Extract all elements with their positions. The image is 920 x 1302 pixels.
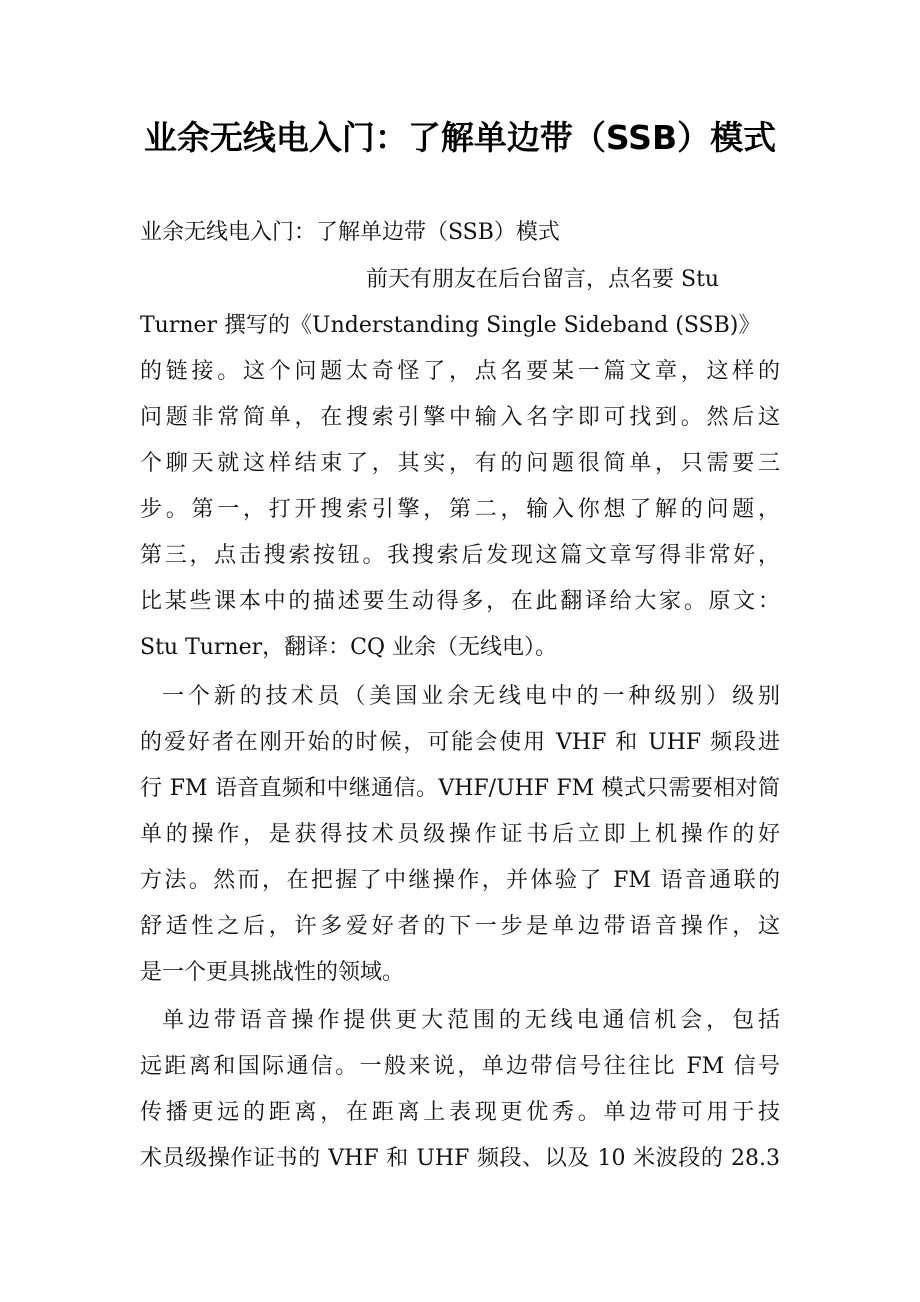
paragraph-line: 一个新的技术员（美国业余无线电中的一种级别）级别 [162,684,780,709]
paragraph-line: 舒适性之后，许多爱好者的下一步是单边带语音操作，这 [140,914,780,939]
paragraph-line: Stu Turner，翻译：CQ 业余（无线电）。 [140,635,558,660]
paragraph-line: 比某些课本中的描述要生动得多，在此翻译给大家。原文： [140,589,780,614]
paragraph-line: 行 FM 语音直频和中继通信。VHF/UHF FM 模式只需要相对简 [140,776,780,801]
document-title: 业余无线电入门：了解单边带（SSB）模式 [143,118,777,157]
paragraph-line: 问题非常简单，在搜索引擎中输入名字即可找到。然后这 [140,405,780,430]
paragraph-1 [140,257,780,671]
paragraph-line: 是一个更具挑战性的领域。 [140,960,405,985]
paragraph-line: 个聊天就这样结束了，其实，有的问题很简单，只需要三 [140,451,780,476]
paragraph-line: 的链接。这个问题太奇怪了，点名要某一篇文章，这样的 [140,359,780,384]
paragraph-3 [140,998,780,1182]
paragraph-line: 的爱好者在刚开始的时候，可能会使用 VHF 和 UHF 频段进 [140,730,780,755]
paragraph-line: 传播更远的距离，在距离上表现更优秀。单边带可用于技 [140,1100,780,1125]
paragraph-line: 第三，点击搜索按钮。我搜索后发现这篇文章写得非常好， [140,543,780,568]
paragraph-line: Turner 撰写的《Understanding Single Sideband (SSB)》 [140,313,761,338]
paragraph-line: 远距离和国际通信。一般来说，单边带信号往往比 FM 信号 [140,1054,780,1079]
paragraph-line: 前天有朋友在后台留言，点名要 Stu [366,267,720,292]
paragraph-line: 术员级操作证书的 VHF 和 UHF 频段、以及 10 米波段的 28.3 [140,1146,780,1171]
paragraph-line: 步。第一，打开搜索引擎，第二，输入你想了解的问题， [140,497,780,522]
paragraph-line: 单的操作，是获得技术员级操作证书后立即上机操作的好 [140,822,780,847]
document-subtitle: 业余无线电入门：了解单边带（SSB）模式 [140,220,560,245]
paragraph-line: 方法。然而，在把握了中继操作，并体验了 FM 语音通联的 [140,868,780,893]
paragraph-line: 单边带语音操作提供更大范围的无线电通信机会，包括 [162,1008,780,1033]
paragraph-2 [140,674,780,996]
